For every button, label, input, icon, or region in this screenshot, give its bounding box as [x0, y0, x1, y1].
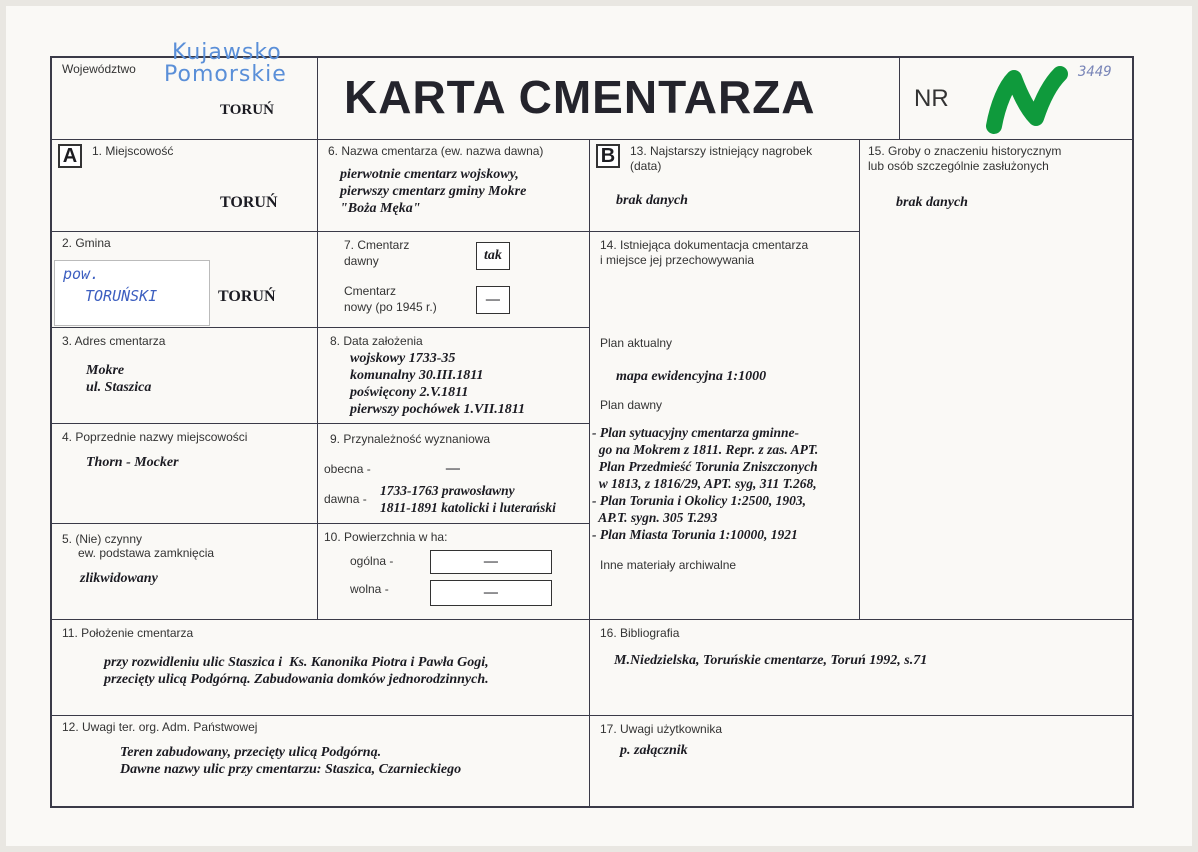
field-9-dawna-label: dawna - [324, 492, 367, 506]
field-2-hand-line2: TORUŃSKI [85, 287, 158, 305]
stamp-line2: Pomorskie [164, 62, 287, 87]
field-5-value: zlikwidowany [80, 571, 158, 586]
field-1-cell [52, 140, 318, 232]
plan-dawny-label: Plan dawny [600, 398, 663, 412]
field-4-cell [52, 424, 318, 524]
field-1-label: 1. Miejscowość [92, 144, 174, 158]
field-7-nowy-label-1: Cmentarz [344, 284, 397, 298]
field-14-label: 14. Istniejąca dokumentacja cmentarza i miejsce jej przechowywania [600, 238, 809, 267]
field-4-value: Thorn - Mocker [86, 455, 179, 470]
field-17-cell [590, 716, 1132, 806]
plan-aktualny-value: mapa ewidencyjna 1:1000 [616, 369, 767, 384]
field-6-value: pierwotnie cmentarz wojskowy, pierwszy cmentarz gminy Mokre "Boża Męka" [340, 167, 527, 216]
section-b-marker: B [596, 144, 620, 168]
field-12-value: Teren zabudowany, przecięty ulicą Podgórną. Dawne nazwy ulic przy cmentarzu: Staszica, Czarnieckiego [120, 745, 462, 777]
field-12-cell [52, 716, 590, 806]
field-7-label: 7. Cmentarz [344, 238, 410, 252]
inne-materialy-label: Inne materiały archiwalne [600, 558, 737, 572]
field-3-value: Mokre ul. Staszica [86, 363, 152, 395]
field-10-wolna-label: wolna - [350, 582, 389, 596]
plan-dawny-value: - Plan sytuacyjny cmentarza gminne- go na Mokrem z 1811. Repr. z zas. APT. Plan Przedmieść Torunia Zniszczonych w 1813, z 1816/29, APT. syg, 311 T.268, - Plan Torunia i Okolicy 1:2500, 1903, AP.T. sygn. 305 T.293 - Plan Miasta Torunia 1:10000, 1921 [592, 425, 819, 542]
wojewodztwo-cell [52, 40, 318, 140]
handwritten-note-box [54, 260, 210, 326]
field-1-value: TORUŃ [220, 194, 278, 211]
wojewodztwo-value: TORUŃ [220, 102, 274, 118]
field-3-cell [52, 328, 318, 424]
field-17-value: p. załącznik [620, 743, 688, 758]
field-7-nowy-label-2: nowy (po 1945 r.) [344, 300, 437, 314]
field-10-cell [318, 524, 590, 620]
field-12-label: 12. Uwagi ter. org. Adm. Państwowej [62, 720, 258, 734]
field-11-cell [52, 620, 590, 716]
section-a-marker: A [58, 144, 82, 168]
marker-scribble-icon [984, 64, 1070, 138]
field-10-ogolna-label: ogólna - [350, 554, 394, 568]
field-9-obecna-value: — [446, 461, 460, 476]
field-8-value: wojskowy 1733-35 komunalny 30.III.1811 poświęcony 2.V.1811 pierwszy pochówek 1.VII.1811 [350, 351, 526, 417]
field-9-obecna-label: obecna - [324, 462, 371, 476]
field-9-label: 9. Przynależność wyznaniowa [330, 432, 491, 446]
field-11-label: 11. Położenie cmentarza [62, 626, 194, 640]
field-16-value: M.Niedzielska, Toruńskie cmentarze, Toruń 1992, s.71 [614, 653, 928, 668]
field-15-cell [860, 140, 1132, 620]
field-15-value: brak danych [896, 195, 968, 210]
field-8-cell [318, 328, 590, 424]
wojewodztwo-label: Województwo [62, 62, 136, 76]
field-3-label: 3. Adres cmentarza [62, 334, 166, 348]
field-6-cell [318, 140, 590, 232]
field-9-dawna-value: 1733-1763 prawosławny 1811-1891 katolicki i luterański [380, 483, 556, 515]
field-9-cell [318, 424, 590, 524]
field-14-cell [590, 232, 860, 620]
field-7-cell [318, 232, 590, 328]
field-15-label: 15. Groby o znaczeniu historycznym lub osób szczególnie zasłużonych [868, 144, 1062, 173]
field-13-label: 13. Najstarszy istniejący nagrobek (data) [630, 144, 813, 173]
nr-cell [900, 58, 1132, 140]
field-2-cell [52, 232, 318, 328]
field-7-nowy-value: — [476, 286, 510, 314]
field-11-value: przy rozwidleniu ulic Staszica i Ks. Kanonika Piotra i Pawła Gogi, przecięty ulicą Podgórną. Zabudowania domków jednorodzinnych. [104, 655, 489, 687]
field-2-label: 2. Gmina [62, 236, 111, 250]
field-8-label: 8. Data założenia [330, 334, 423, 348]
stamp-line1: Kujawsko [172, 40, 282, 65]
field-16-label: 16. Bibliografia [600, 626, 680, 640]
field-17-label: 17. Uwagi użytkownika [600, 722, 723, 736]
field-6-label: 6. Nazwa cmentarza (ew. nazwa dawna) [328, 144, 544, 158]
field-2-value: TORUŃ [218, 288, 276, 305]
field-7-dawny-value: tak [476, 242, 510, 270]
field-7-dawny-label: dawny [344, 254, 379, 268]
page-title: KARTA CMENTARZA [344, 71, 816, 123]
field-16-cell [590, 620, 1132, 716]
title-cell [318, 58, 900, 140]
nr-label: NR [914, 85, 949, 112]
field-10-ogolna-value: — [430, 550, 552, 574]
field-13-cell [590, 140, 860, 232]
field-5-label-1: 5. (Nie) czynny [62, 532, 143, 546]
plan-aktualny-label: Plan aktualny [600, 336, 673, 350]
field-10-label: 10. Powierzchnia w ha: [324, 530, 448, 544]
field-5-cell [52, 524, 318, 620]
field-2-hand-line1: pow. [63, 265, 100, 283]
nr-value: 3449 [1078, 64, 1112, 80]
field-10-wolna-value: — [430, 580, 552, 606]
field-13-value: brak danych [616, 193, 688, 208]
field-4-label: 4. Poprzednie nazwy miejscowości [62, 430, 248, 444]
cemetery-card-form [50, 40, 1134, 808]
field-5-label-2: ew. podstawa zamknięcia [78, 546, 215, 560]
